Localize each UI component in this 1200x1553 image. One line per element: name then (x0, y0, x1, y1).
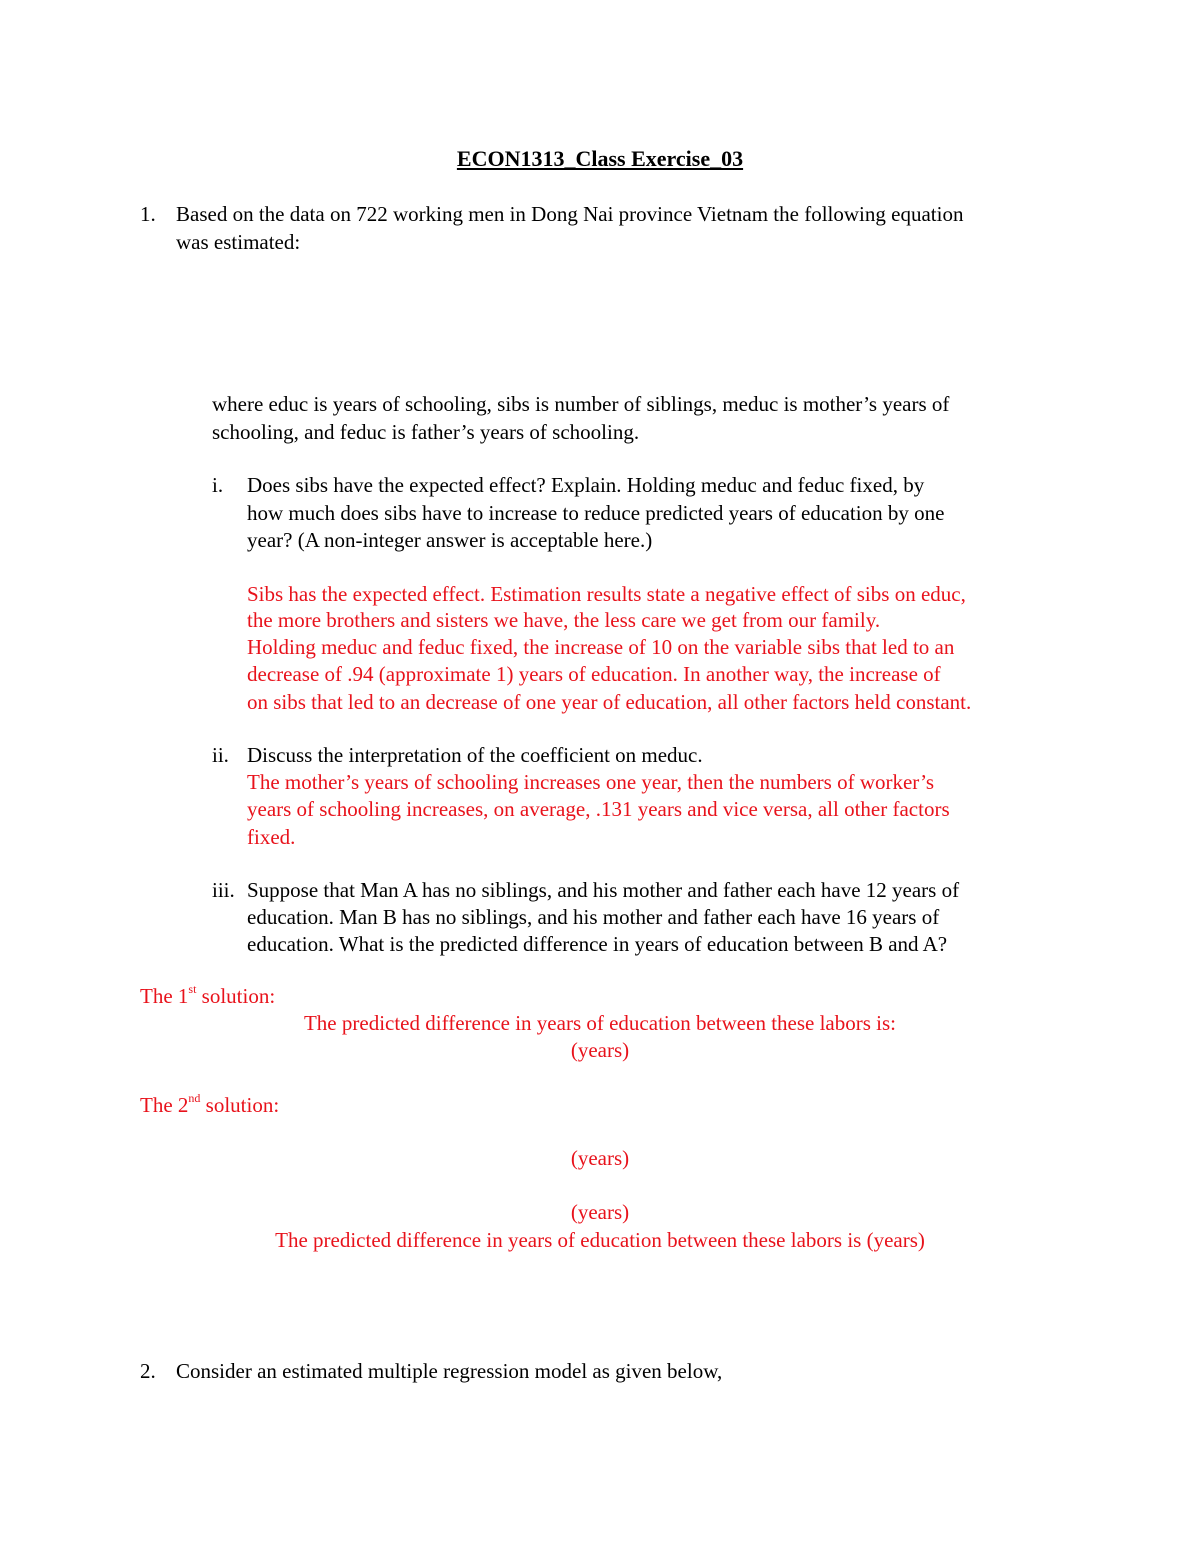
q1-iii-question-line2: education. Man B has no siblings, and his mother and father each have 16 years of (247, 905, 940, 929)
solution-2-line3: The predicted difference in years of education between these labors is (years) (275, 1228, 925, 1252)
solution-2-line2: (years) (570, 1200, 630, 1224)
solution-1-line2: (years) (570, 1038, 630, 1062)
q1-i-question-line3: year? (A non-integer answer is acceptable here.) (247, 528, 653, 552)
q1-ii-answer-line2: years of schooling increases, on average, .131 years and vice versa, all other factors (247, 797, 950, 821)
q1-iii-question-line1: Suppose that Man A has no siblings, and his mother and father each have 12 years of (247, 878, 960, 902)
solution-1-heading: The 1st solution: (140, 982, 276, 1008)
q1-iii-question-line3: education. What is the predicted difference in years of education between B and A? (247, 932, 948, 956)
q1-ii-question-line1: Discuss the interpretation of the coefficient on meduc. (247, 743, 703, 767)
q1-ii-marker: ii. (212, 743, 229, 767)
page-title: ECON1313_Class Exercise_03 (456, 146, 744, 171)
q2-stem-line1: Consider an estimated multiple regression model as given below, (176, 1359, 723, 1383)
q1-stem-line1: Based on the data on 722 working men in Dong Nai province Vietnam the following equation (176, 202, 964, 226)
q1-where-line2: schooling, and feduc is father’s years of schooling. (212, 420, 640, 444)
solution-2-line1: (years) (570, 1146, 630, 1170)
q1-i-question-line1: Does sibs have the expected effect? Explain. Holding meduc and feduc fixed, by (247, 473, 925, 497)
q1-i-question-line2: how much does sibs have to increase to reduce predicted years of education by one (247, 501, 945, 525)
q1-where-line1: where educ is years of schooling, sibs is number of siblings, meduc is mother’s years of (212, 392, 950, 416)
q1-number: 1. (140, 202, 156, 226)
q1-i-answer-line2: the more brothers and sisters we have, the less care we get from our family. (247, 608, 881, 632)
q1-i-marker: i. (212, 473, 224, 497)
q1-i-answer-line3: Holding meduc and feduc fixed, the increase of 10 on the variable sibs that led to an (247, 635, 955, 659)
q1-i-answer-line4: decrease of .94 (approximate 1) years of education. In another way, the increase of (247, 662, 941, 686)
solution-1-line1: The predicted difference in years of education between these labors is: (303, 1011, 897, 1035)
q1-i-answer-line1: Sibs has the expected effect. Estimation results state a negative effect of sibs on educ, (247, 582, 966, 606)
q1-i-answer-line5: on sibs that led to an decrease of one year of education, all other factors held constant. (247, 690, 972, 714)
solution-2-heading: The 2nd solution: (140, 1091, 280, 1117)
q2-number: 2. (140, 1359, 156, 1383)
q1-stem-line2: was estimated: (176, 230, 301, 254)
q1-iii-marker: iii. (212, 878, 235, 902)
q1-ii-answer-line1: The mother’s years of schooling increases one year, then the numbers of worker’s (247, 770, 935, 794)
q1-ii-answer-line3: fixed. (247, 825, 296, 849)
